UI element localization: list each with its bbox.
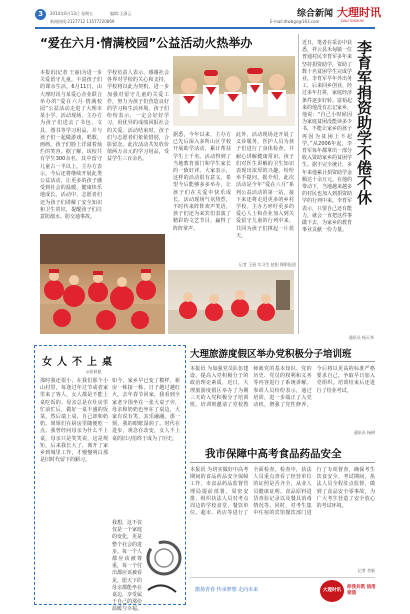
- side-story-headline: 李育军捐资助学不倦不休: [355, 40, 373, 205]
- brand-name: 大理时讯: [337, 6, 381, 19]
- children-group-illustration: [173, 56, 295, 126]
- footer-brand-seal: 大理时讯: [320, 580, 344, 602]
- training-rule: [190, 361, 375, 362]
- dancing-children-illustration: [40, 234, 165, 334]
- mail-line: E-mail:dlwbgs@163.com: [270, 19, 320, 24]
- editor-line: 编辑:王淑云: [110, 11, 132, 16]
- performance-photo: [40, 234, 165, 334]
- top-story-byline: 记者 王丽 实习生 赵阳 摄影报道: [238, 262, 296, 267]
- side-story-divider: [298, 34, 299, 334]
- side-story-body-cont: [355, 226, 375, 326]
- masthead-rule: [35, 27, 375, 29]
- training-headline: 大理旅游度假区举办党积极分子培训班: [190, 349, 352, 360]
- food-byline: 记者 李新: [357, 568, 375, 573]
- masthead: [0, 0, 410, 34]
- top-story-col-2: 学校负责人表示，感谢社会各界对学校的关心和支持，学校将以此为契机，进一步加强对留守儿童的关爱工作，努力为孩子们营造良好的学习和生活环境。孩子们纷纷表示，一定会好好学习，用优异的成绩回报社会的关爱。活动结束时，孩子们与志愿者们依依惜别，合影留念。此次活动共发放价值两万余元的学习用品，受益学生三百余名。: [107, 70, 169, 163]
- training-body: 本报讯 为加强党员队伍建设，提高入党积极分子的政治理论素质，近日，大理旅游度假区举办了为期三天的入党积极分子培训班。培训班邀请了党校教师就党的基本知识、党的历史、党员的权利和义务等内容进行了系统讲解。参训人员纷纷表示，通过培训，进一步端正了入党动机，增强了党性修养，今后将以更高的标准严格要求自己，争取早日加入党组织。培训结束后还进行了结业考试。: [190, 366, 375, 409]
- phone-line: 新闻热线:2127712 13577220869: [50, 19, 115, 24]
- footer-slogan: 激扬青春 传承梦想 走向未来: [195, 587, 259, 593]
- top-story-col-1: 本报讯(记者 王丽)为进一步关爱留守儿童，丰富孩子们的课余生活，6月11日，由大理时讯与某爱心企业联合举办的“爱在六月·情满校园”公益活动走进了大理市某小学。活动现场，主办方为孩子们送去了书包、文具、图书等学习用品，并与孩子们一起做游戏、唱歌、画画。孩子们脸上洋溢着灿烂的笑容。据了解，该校共有学生300余名，其中留守儿童占一半以上。主办方表示，今后还将继续开展此类公益活动，让更多的孩子感受到社会的温暖，健康快乐地成长。活动中，志愿者们还为孩子们讲解了安全知识和卫生常识，提醒孩子们注意防溺水、防交通事故。: [40, 70, 102, 221]
- brand-pinyin: DALI SHIXUN: [341, 19, 364, 23]
- classroom-photo: [168, 270, 294, 334]
- side-story-body: 近日，笔者在采访中获悉，祥云县禾甸镇一位普通村民李育军多年来坚持捐资助学，资助了数十名贫困学生完成学业。李育军早年外出务工，后来回乡创业，经过多年打拼，家庭经济条件逐步好转。富裕起来的他没有忘记家乡，他说：“自己小时候因为家庭贫困没能读多少书，不能让家乡的孩子再因为贫困上不起学。”从2006年起，李育军每年都拿出一部分收入资助家乡的贫困学生。据不完全统计，多年来他累计捐资助学金额达十余万元。在他的带动下，当地越来越多的村民也加入到捐资助学的行列中来。李育军表示，只要自己还有能力，就会一直把这件事做下去，为家乡的教育事业贡献一份力量。: [302, 40, 353, 234]
- ink-swirl-icon: [142, 520, 182, 600]
- food-rule: [190, 462, 375, 463]
- page-number-badge: 3: [35, 9, 46, 20]
- date-line: 2014年6月13日 星期五: [50, 11, 94, 16]
- food-body: 本报讯 为切实做好中高考期间的食品药品安全保障工作，市食品药品监督管理局提前部署，周密安排，组织执法人员对考点周边的学校食堂、餐饮单位、超市、药店等进行了全面检查。检查中，执法人员重点查看了经营单位的证照是否齐全、从业人员健康证明、食品原料进货查验记录以及餐具消毒情况等。同时，对考生集中住宿的宾馆餐饮部门进行了专项督查，确保考生饮食安全。考试期间，执法人员全程驻点监督，做到了食品安全零事故，为广大考生营造了安全放心的考试环境。: [190, 467, 375, 517]
- food-headline: 我市保障中高考食品药品安全: [205, 448, 342, 460]
- essay-author: ◎张秋慈: [86, 369, 102, 374]
- essay-decoration: [142, 520, 182, 600]
- top-story-col-3: 据悉，今年以来，主办方已先后深入多所山区学校开展助学活动，累计帮扶学生上千名。活动得到了当地教育部门和学生家长的一致好评。大家表示，这样的活动很有意义，希望今后能够多多举办，让孩子们在关爱中快乐成长。活动现场气氛热烈，不时传来阵阵欢声笑语，孩子们还为来宾们表演了精彩的文艺节目，赢得了阵阵掌声。: [173, 132, 231, 232]
- top-photo: [173, 56, 295, 126]
- side-story-byline: 通讯员 杨天华: [348, 335, 374, 340]
- top-story-col-4: 此外，活动现场还开展了义诊服务，医护人员为孩子们进行了身体检查，并耐心讲解健康常识。孩子们对医生讲解的卫生知识表现出浓厚的兴趣，纷纷举手提问。据介绍，此次活动是今年“爱在六月”系列公益活动的第一站，接下来还将走进更多的乡村学校。主办方呼吁更多的爱心人士和企业加入到关爱留守儿童的行列中来，共同为孩子们撑起一片蓝天。: [236, 132, 294, 239]
- essay-col-2: 如今，家乡早已变了模样，新房一栋接一栋，日子越过越红火。去年春节回家，我看到全家老少围坐在一张大桌子旁，母亲和奶奶也坐在了桌边，大家有说有笑，其乐融融。那一刻，我的眼眶湿润了。时代在进步，观念在改变，女人不上桌的旧习俗终于成为了历史。: [112, 378, 180, 442]
- footer-badge: 你我共筑 信用家园: [347, 585, 376, 596]
- essay-title: 女人不上桌: [42, 357, 117, 368]
- section-title: 综合新闻: [297, 9, 334, 19]
- classroom-illustration: [168, 270, 294, 334]
- essay-col-1: 那时我还很小，在我们那个小山村里，每逢过年过节或者家里来了客人，女人都是不能上桌吃饭的。母亲总是在灶房里忙前忙后，做好一桌丰盛的饭菜，然后端上桌，自己却和奶奶、姐姐们在厨房里随便吃一点。我曾经问母亲为什么不上桌，母亲只是笑笑说，这是规矩。后来我长大了，离开了家乡到城里工作，才慢慢明白那是旧时代留下的陋习。: [40, 378, 108, 464]
- essay-col-3: 我想，这不仅仅是一个家庭的变化，更是整个社会的进步。每一个人都应该被尊重，每一个付出都应该被看见，愿天下的母亲都能坐在桌边，享受属于自己的那份温暖与幸福。: [112, 520, 143, 613]
- training-byline: 通讯员 杨树: [353, 430, 375, 435]
- top-story-headline: “爱在六月·情满校园”公益活动火热举办: [40, 36, 253, 50]
